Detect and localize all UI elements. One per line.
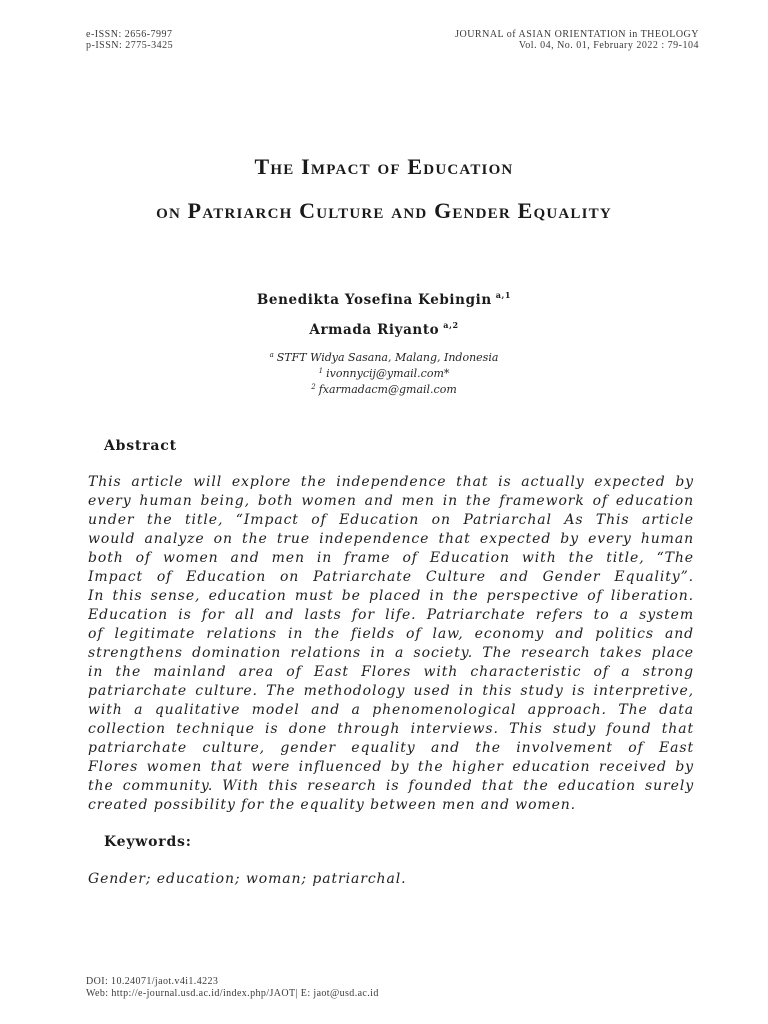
abstract-line: collection technique is done through interviews. This study found that	[88, 721, 694, 737]
abstract-line: the community. With this research is founded that the education surely	[88, 778, 694, 794]
abstract-line: patriarchate culture. The methodology used in this study is interpretive,	[88, 683, 694, 699]
journal-info	[455, 29, 699, 51]
author-2	[0, 320, 768, 338]
abstract-line: of legitimate relations in the fields of law, economy and politics and	[88, 626, 694, 642]
author-1	[0, 290, 768, 308]
web-contact[interactable]: Web: http://e-journal.usd.ac.id/index.php/JAOT| E: jaot@usd.ac.id	[86, 988, 379, 999]
abstract-line: under the title, “Impact of Education on Patriarchal As This article	[88, 512, 694, 528]
abstract-line: In this sense, education must be placed in the perspective of liberation.	[88, 588, 694, 604]
keywords-heading: Keywords:	[104, 834, 192, 850]
abstract-heading: Abstract	[104, 438, 177, 454]
abstract-line: would analyze on the true independence that expected by every human	[88, 531, 694, 547]
keywords-text: Gender; education; woman; patriarchal.	[88, 871, 407, 887]
author-2-name: Armada Riyanto	[309, 322, 440, 338]
pissn: p-ISSN: 2775-3425	[86, 40, 174, 51]
affiliation-sup: a	[269, 351, 274, 359]
abstract-line: with a qualitative model and a phenomenological approach. The data	[88, 702, 694, 718]
volume-info: Vol. 04, No. 01, February 2022 : 79-104	[518, 40, 699, 51]
abstract-line: in the mainland area of East Flores with characteristic of a strong	[88, 664, 694, 680]
email-2-text: fxarmadacm@gmail.com	[318, 383, 457, 396]
abstract-line: Education is for all and lasts for life. Patriarchate refers to a system	[88, 607, 694, 623]
eissn: e-ISSN: 2656-7997	[86, 29, 173, 40]
abstract-line: patriarchate culture, gender equality and the involvement of East	[88, 740, 694, 756]
doi-link[interactable]: DOI: 10.24071/jaot.v4i1.4223	[86, 976, 219, 987]
abstract-line: Impact of Education on Patriarchate Culture and Gender Equality”.	[88, 569, 694, 585]
abstract-body	[88, 473, 694, 815]
author-2-sup: a,2	[443, 320, 459, 330]
abstract-line: Flores women that were influenced by the higher education received by	[88, 759, 694, 775]
email-1-text: ivonnycij@ymail.com*	[326, 367, 450, 380]
title-line-2: on Patriarch Culture and Gender Equality	[156, 198, 612, 223]
title-line-1: The Impact of Education	[254, 154, 514, 179]
abstract-line: This article will explore the independence that is actually expected by	[88, 474, 694, 490]
issn-block	[86, 29, 173, 51]
email-1-sup: 1	[318, 367, 324, 375]
journal-name: JOURNAL of ASIAN ORIENTATION in THEOLOGY	[455, 29, 699, 40]
author-1-name: Benedikta Yosefina Kebingin	[256, 292, 492, 308]
author-1-sup: a,1	[495, 290, 512, 300]
abstract-line: strengthens domination relations in a society. The research takes place	[88, 645, 694, 661]
abstract-line: every human being, both women and men in the framework of education	[88, 493, 694, 509]
author-2-email	[0, 379, 768, 398]
abstract-line: both of women and men in frame of Education with the title, “The	[88, 550, 694, 566]
affiliation-text: STFT Widya Sasana, Malang, Indonesia	[276, 351, 499, 364]
email-2-sup: 2	[311, 383, 316, 391]
abstract-line: created possibility for the equality between men and women.	[88, 797, 577, 813]
